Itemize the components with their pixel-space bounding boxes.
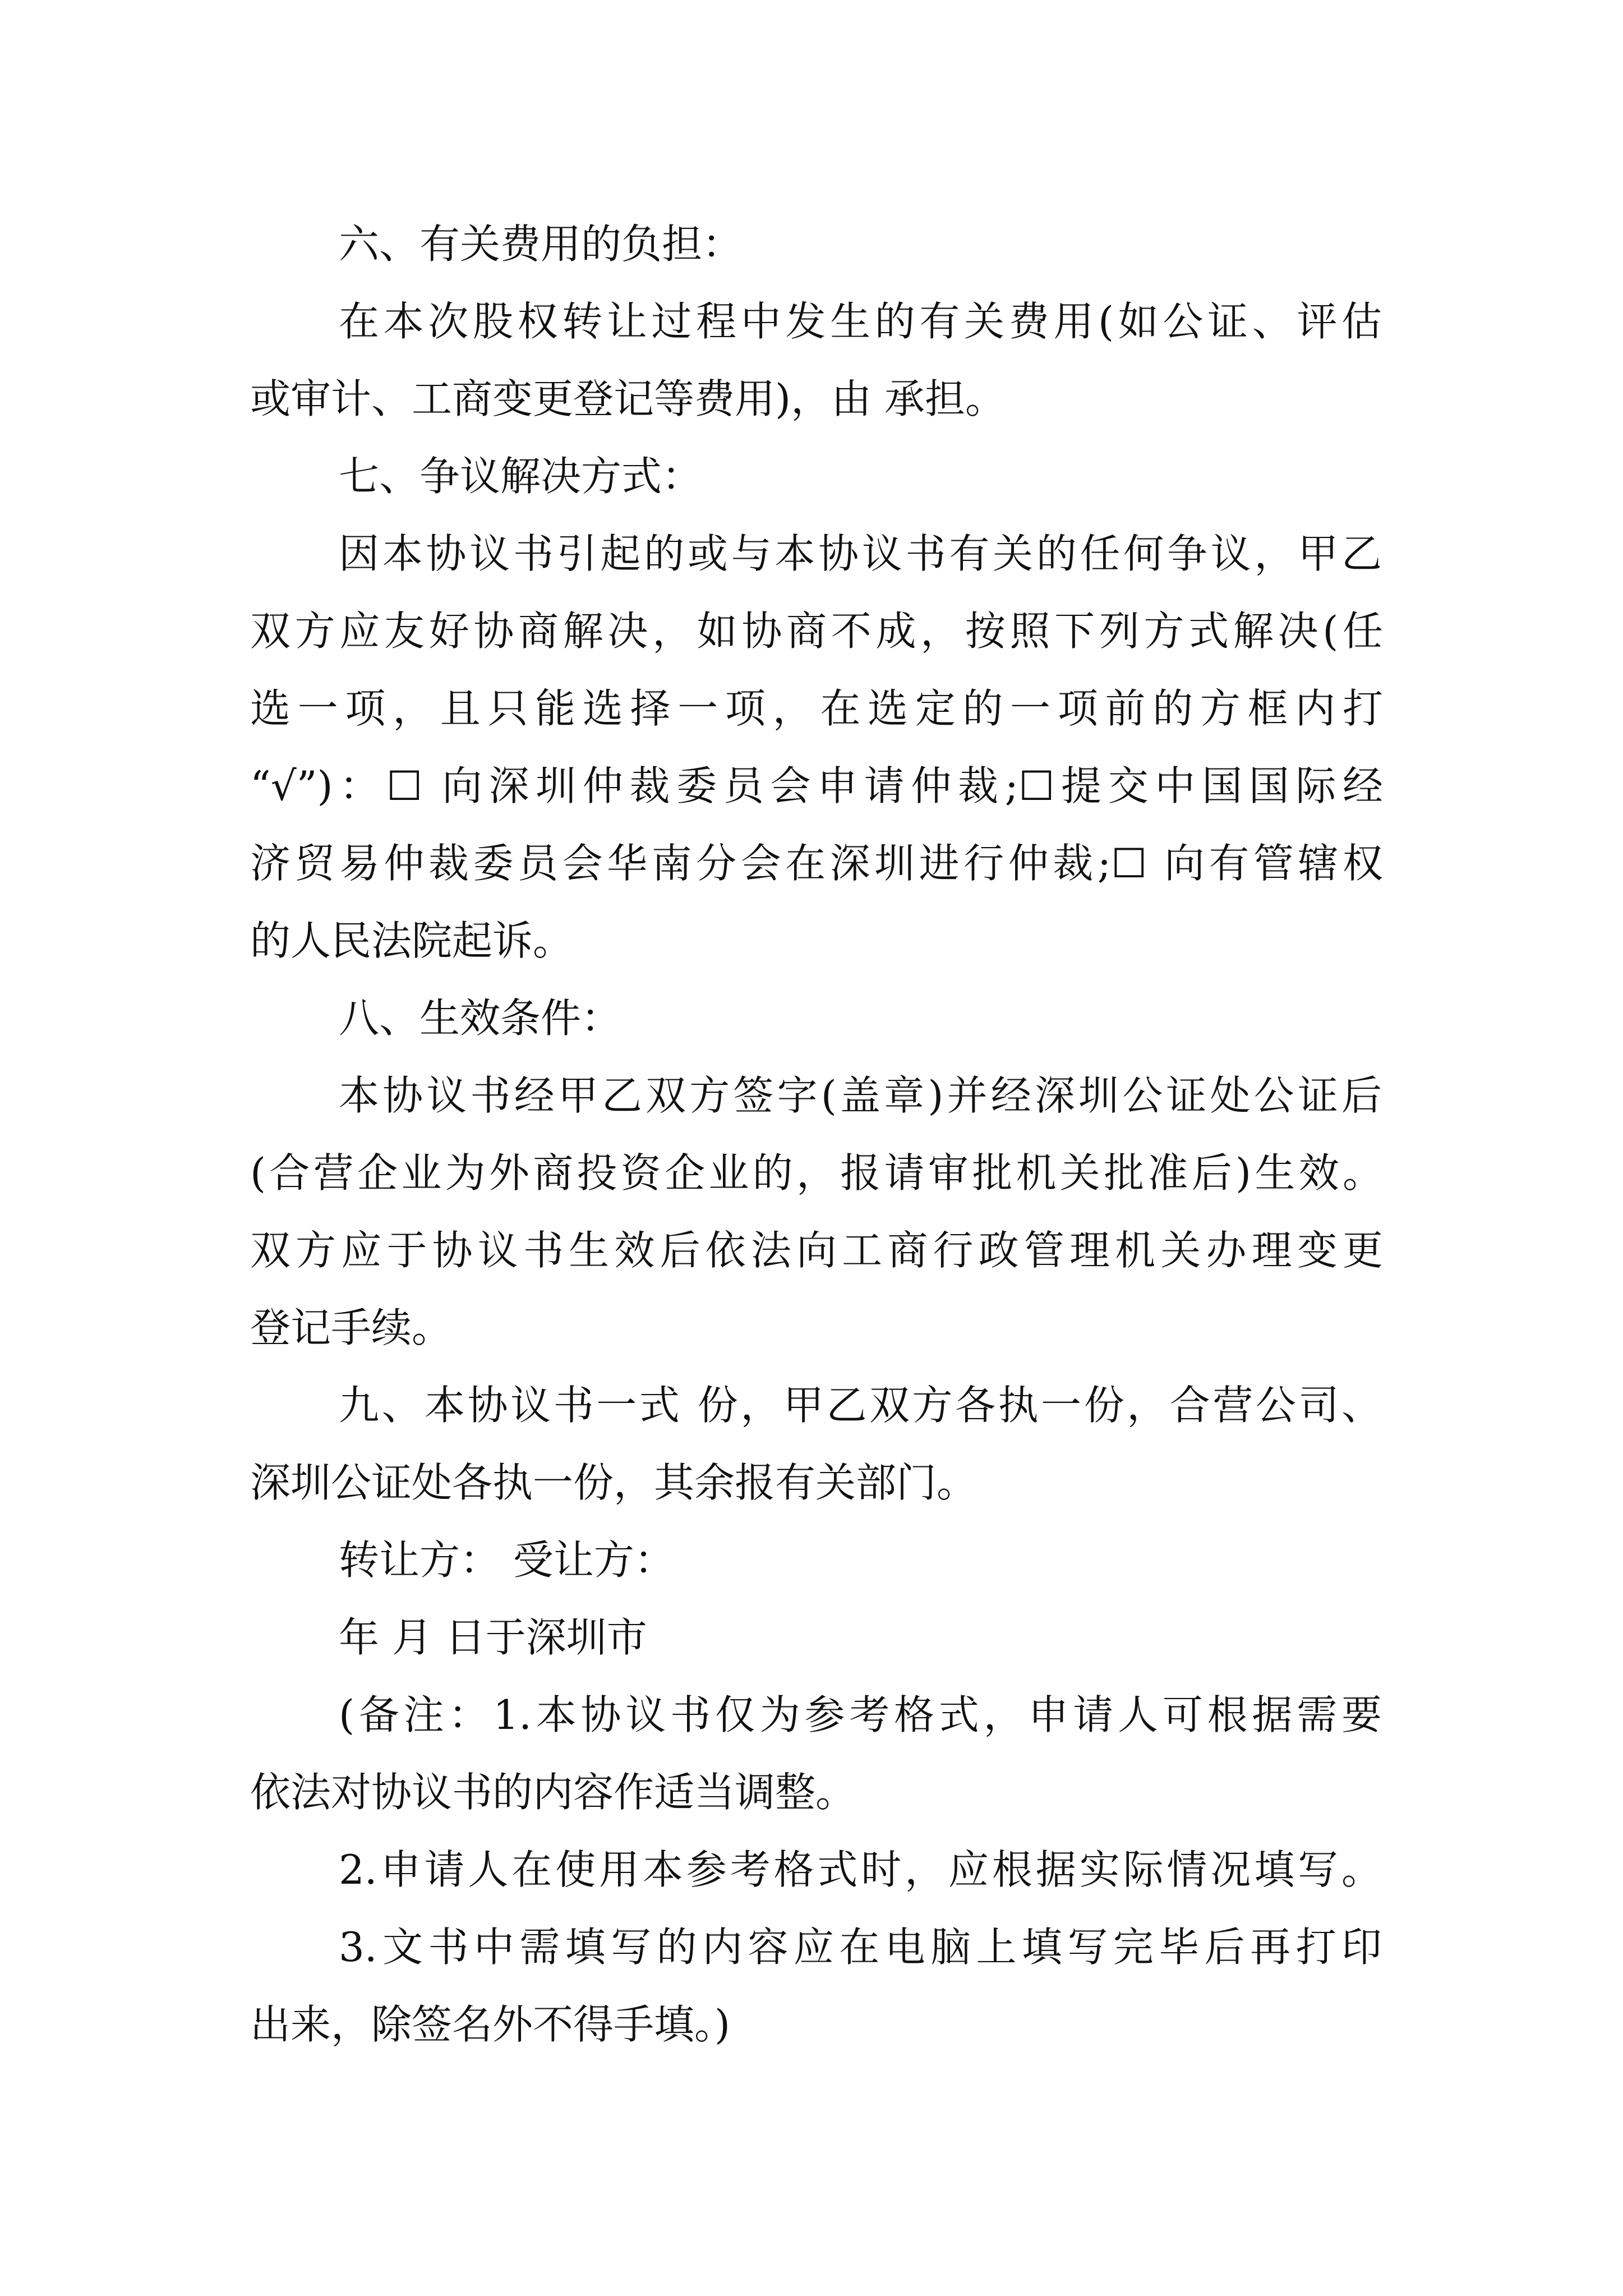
paragraph-line: 双方应于协议书生效后依法向工商行政管理机关办理变更	[250, 1227, 1383, 1274]
section-6-heading: 六、有关费用的负担：	[339, 220, 743, 268]
paragraph-line: 选一项，且只能选择一项，在选定的一项前的方框内打	[250, 685, 1383, 732]
note-line: 出来，除签名外不得手填。)	[250, 2001, 731, 2048]
note-line: 2.申请人在使用本参考格式时，应根据实际情况填写。	[339, 1846, 1382, 1893]
paragraph-line: 因本协议书引起的或与本协议书有关的任何争议，甲乙	[339, 530, 1382, 577]
signature-line: 转让方： 受让方：	[339, 1536, 675, 1584]
paragraph-line: 济贸易仲裁委员会华南分会在深圳进行仲裁;☐ 向有管辖权	[250, 840, 1383, 887]
section-8-heading: 八、生效条件：	[339, 995, 622, 1042]
date-line: 年 月 日于深圳市	[339, 1614, 647, 1661]
section-9-line: 九、本协议书一式 份，甲乙双方各执一份，合营公司、	[339, 1382, 1382, 1429]
paragraph-line: 的人民法院起诉。	[250, 917, 574, 964]
note-line: 依法对协议书的内容作适当调整。	[250, 1769, 856, 1816]
section-7-heading: 七、争议解决方式：	[339, 453, 703, 500]
paragraph-line: 本协议书经甲乙双方签字(盖章)并经深圳公证处公证后	[339, 1072, 1382, 1119]
paragraph-line: 或审计、工商变更登记等费用)，由 承担。	[250, 375, 1006, 422]
paragraph-line: 登记手续。	[250, 1304, 453, 1351]
paragraph-line: 双方应友好协商解决，如协商不成，按照下列方式解决(任	[250, 608, 1383, 655]
note-line: (备注：1.本协议书仅为参考格式，申请人可根据需要	[339, 1691, 1382, 1738]
paragraph-line: 在本次股权转让过程中发生的有关费用(如公证、评估	[339, 298, 1382, 345]
paragraph-line: “√”)：☐ 向深圳仲裁委员会申请仲裁;☐提交中国国际经	[250, 762, 1383, 809]
paragraph-line: (合营企业为外商投资企业的，报请审批机关批准后)生效。	[250, 1149, 1383, 1197]
note-line: 3.文书中需填写的内容应在电脑上填写完毕后再打印	[339, 1924, 1382, 1971]
paragraph-line: 深圳公证处各执一份，其余报有关部门。	[250, 1459, 978, 1506]
